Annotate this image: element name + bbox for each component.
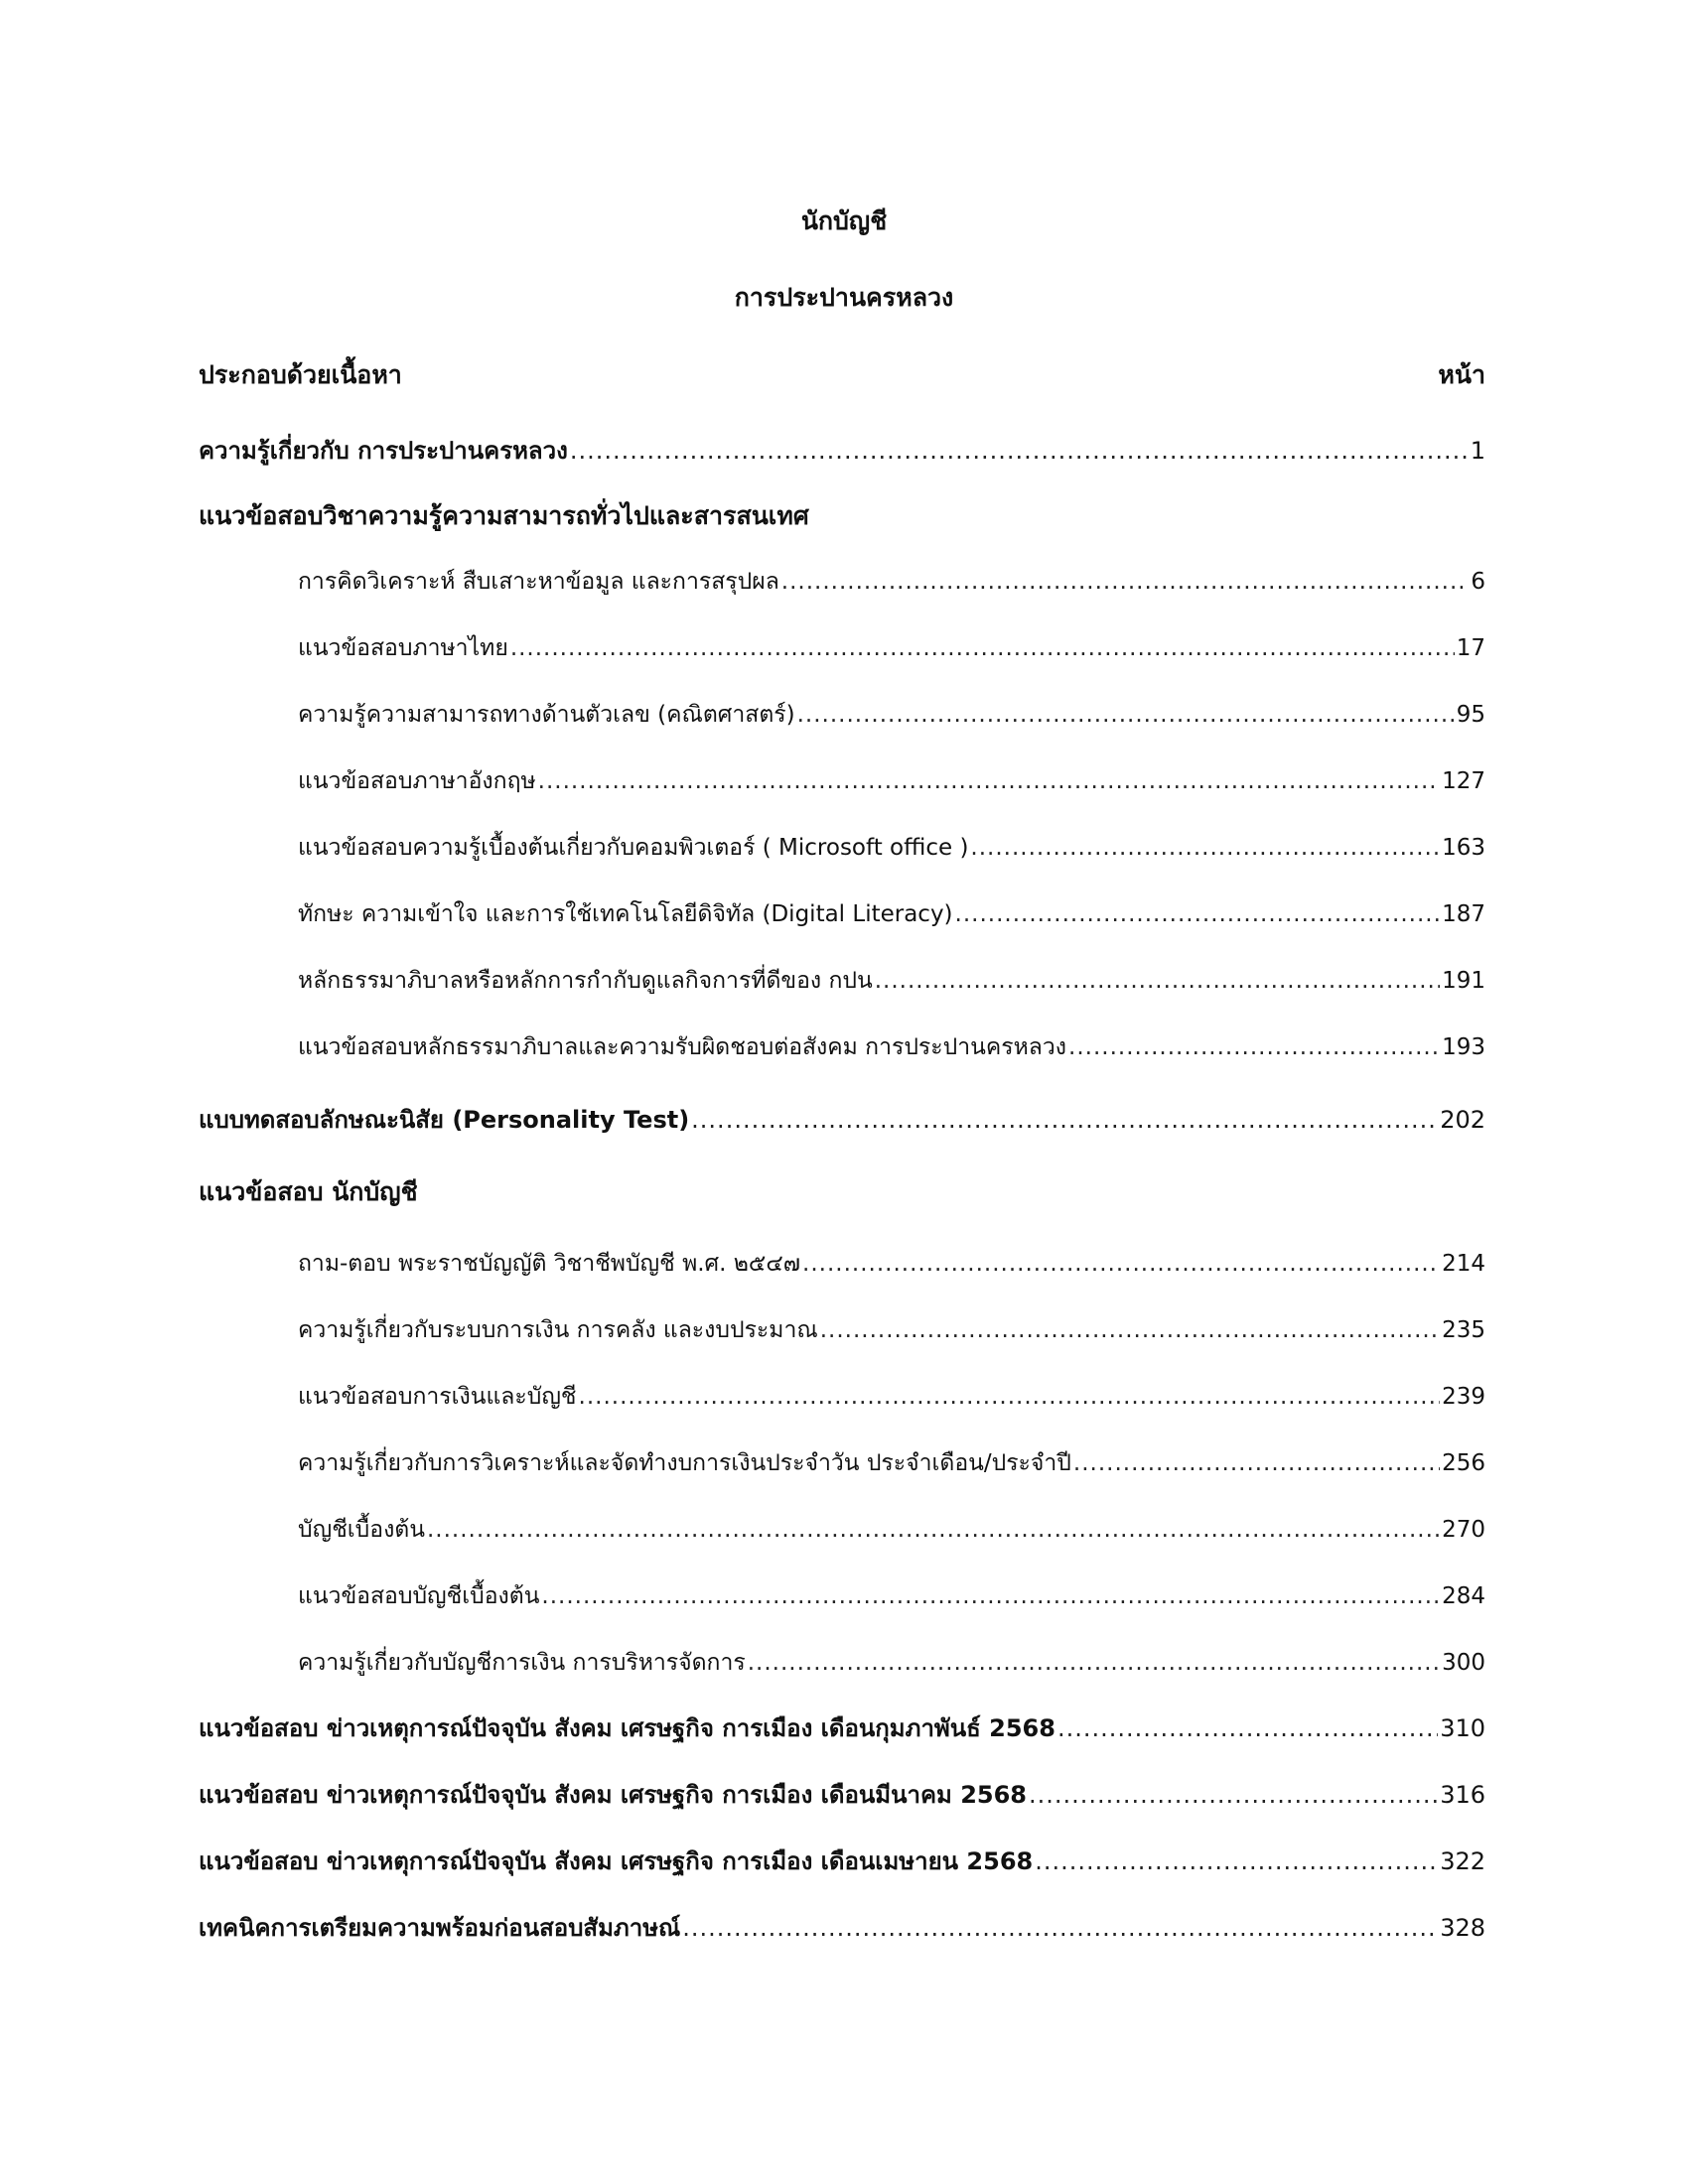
- toc-entry-page: 127: [1442, 768, 1485, 794]
- contents-label: ประกอบด้วยเนื้อหา: [199, 360, 402, 389]
- toc-entry-title: แบบทดสอบลักษณะนิสัย (Personality Test): [199, 1106, 690, 1134]
- toc-subentry: [298, 1379, 1485, 1415]
- toc-subentry: [298, 697, 1485, 733]
- toc-entry-title: แนวข้อสอบความรู้เบื้องต้นเกี่ยวกับคอมพิวเตอร์ ( Microsoft office ): [298, 835, 969, 861]
- dot-leader: [781, 564, 1470, 600]
- dot-leader: [970, 830, 1440, 866]
- toc-subentry: [298, 896, 1485, 932]
- toc-entry-title: ความรู้เกี่ยวกับระบบการเงิน การคลัง และงบประมาณ: [298, 1317, 818, 1343]
- dot-leader: [427, 1512, 1440, 1548]
- toc-header: [199, 357, 1485, 393]
- dot-leader: [1068, 1029, 1440, 1065]
- dot-leader: [1057, 1710, 1438, 1746]
- toc-entry-title: แนวข้อสอบบัญชีเบื้องต้น: [298, 1583, 540, 1609]
- toc-entry-title: แนวข้อสอบ ข่าวเหตุการณ์ปัจจุบัน สังคม เศรษฐกิจ การเมือง เดือนเมษายน 2568: [199, 1847, 1034, 1875]
- toc-entry-page: 316: [1440, 1781, 1485, 1809]
- toc-entry-page: 284: [1442, 1583, 1485, 1609]
- toc-entry-title: แนวข้อสอบหลักธรรมาภิบาลและความรับผิดชอบต่อสังคม การประปานครหลวง: [298, 1034, 1067, 1060]
- toc-entry-page: 214: [1442, 1251, 1485, 1277]
- dot-leader: [797, 697, 1455, 733]
- dot-leader: [570, 433, 1469, 469]
- toc-entry-title: เทคนิคการเตรียมความพร้อมก่อนสอบสัมภาษณ์: [199, 1914, 681, 1942]
- toc-entry-page: 187: [1442, 901, 1485, 927]
- toc-entry-title: แนวข้อสอบ ข่าวเหตุการณ์ปัจจุบัน สังคม เศรษฐกิจ การเมือง เดือนมีนาคม 2568: [199, 1781, 1027, 1809]
- toc-section-heading: แนวข้อสอบวิชาความรู้ความสามารถทั่วไปและสารสนเทศ: [199, 501, 809, 530]
- toc-entry: [199, 1710, 1485, 1746]
- toc-entry-title: ความรู้เกี่ยวกับการวิเคราะห์และจัดทำงบการเงินประจำวัน ประจำเดือน/ประจำปี: [298, 1450, 1071, 1476]
- toc-entry: [199, 1102, 1485, 1138]
- toc-entry-page: 1: [1470, 437, 1485, 465]
- toc-subentry: [298, 1029, 1485, 1065]
- page-column-label: หน้า: [1438, 360, 1485, 389]
- toc-subentry: [298, 1246, 1485, 1282]
- toc-entry-page: 17: [1456, 635, 1485, 661]
- toc-subentry: [298, 763, 1485, 799]
- toc-entry-title: แนวข้อสอบ ข่าวเหตุการณ์ปัจจุบัน สังคม เศรษฐกิจ การเมือง เดือนกุมภาพันธ์ 2568: [199, 1714, 1055, 1742]
- dot-leader: [1073, 1445, 1440, 1481]
- dot-leader: [955, 896, 1441, 932]
- toc-entry: [199, 1910, 1485, 1946]
- toc-entry-page: 256: [1442, 1450, 1485, 1476]
- toc-subentry: [298, 630, 1485, 666]
- toc-entry-page: 328: [1440, 1914, 1485, 1942]
- toc-entry-page: 202: [1440, 1106, 1485, 1134]
- toc-entry-page: 95: [1456, 702, 1485, 728]
- toc-entry-page: 310: [1440, 1714, 1485, 1742]
- toc-entry-title: ทักษะ ความเข้าใจ และการใช้เทคโนโลยีดิจิทัล (Digital Literacy): [298, 901, 953, 927]
- toc-entry-page: 191: [1442, 968, 1485, 994]
- toc-entry-title: หลักธรรมาภิบาลหรือหลักการกำกับดูแลกิจการที่ดีของ กปน: [298, 968, 873, 994]
- toc-subentry: [298, 1578, 1485, 1614]
- toc-subentry: [298, 1645, 1485, 1681]
- toc-subentry: [298, 1312, 1485, 1348]
- document-title: นักบัญชี: [800, 206, 888, 235]
- toc-entry-page: 163: [1442, 835, 1485, 861]
- toc-entry-title: ถาม-ตอบ พระราชบัญญัติ วิชาชีพบัญชี พ.ศ. ๒๕๔๗: [298, 1251, 801, 1277]
- dot-leader: [1029, 1777, 1438, 1813]
- toc-section-heading: แนวข้อสอบ นักบัญชี: [199, 1177, 418, 1206]
- toc-entry-title: ความรู้เกี่ยวกับ การประปานครหลวง: [199, 437, 568, 465]
- dot-leader: [748, 1645, 1440, 1681]
- toc-entry-page: 6: [1471, 569, 1485, 595]
- dot-leader: [579, 1379, 1441, 1415]
- toc-entry-title: แนวข้อสอบภาษาไทย: [298, 635, 508, 661]
- dot-leader: [1035, 1843, 1438, 1879]
- document-subtitle: การประปานครหลวง: [734, 283, 954, 312]
- toc-subentry: [298, 963, 1485, 999]
- dot-leader: [538, 763, 1440, 799]
- toc-entry-page: 270: [1442, 1517, 1485, 1543]
- toc-subentry: [298, 1445, 1485, 1481]
- toc-entry-page: 235: [1442, 1317, 1485, 1343]
- dot-leader: [682, 1910, 1438, 1946]
- toc-entry-title: บัญชีเบื้องต้น: [298, 1517, 425, 1543]
- toc-entry-title: ความรู้ความสามารถทางด้านตัวเลข (คณิตศาสตร์): [298, 702, 795, 728]
- toc-entry-page: 239: [1442, 1384, 1485, 1410]
- toc-entry: [199, 1843, 1485, 1879]
- toc-entry-page: 322: [1440, 1847, 1485, 1875]
- toc-entry-title: แนวข้อสอบภาษาอังกฤษ: [298, 768, 536, 794]
- toc-entry: [199, 1777, 1485, 1813]
- toc-entry-page: 300: [1442, 1650, 1485, 1676]
- toc-subentry: [298, 1512, 1485, 1548]
- dot-leader: [691, 1102, 1438, 1138]
- toc-entry-page: 193: [1442, 1034, 1485, 1060]
- dot-leader: [510, 630, 1455, 666]
- toc-subentry: [298, 830, 1485, 866]
- toc-entry-title: การคิดวิเคราะห์ สืบเสาะหาข้อมูล และการสรุปผล: [298, 569, 779, 595]
- toc-entry: [199, 433, 1485, 469]
- dot-leader: [541, 1578, 1440, 1614]
- toc-entry-title: แนวข้อสอบการเงินและบัญชี: [298, 1384, 577, 1410]
- dot-leader: [875, 963, 1440, 999]
- dot-leader: [820, 1312, 1440, 1348]
- dot-leader: [802, 1246, 1440, 1282]
- toc-subentry: [298, 564, 1485, 600]
- toc-entry-title: ความรู้เกี่ยวกับบัญชีการเงิน การบริหารจัดการ: [298, 1650, 746, 1676]
